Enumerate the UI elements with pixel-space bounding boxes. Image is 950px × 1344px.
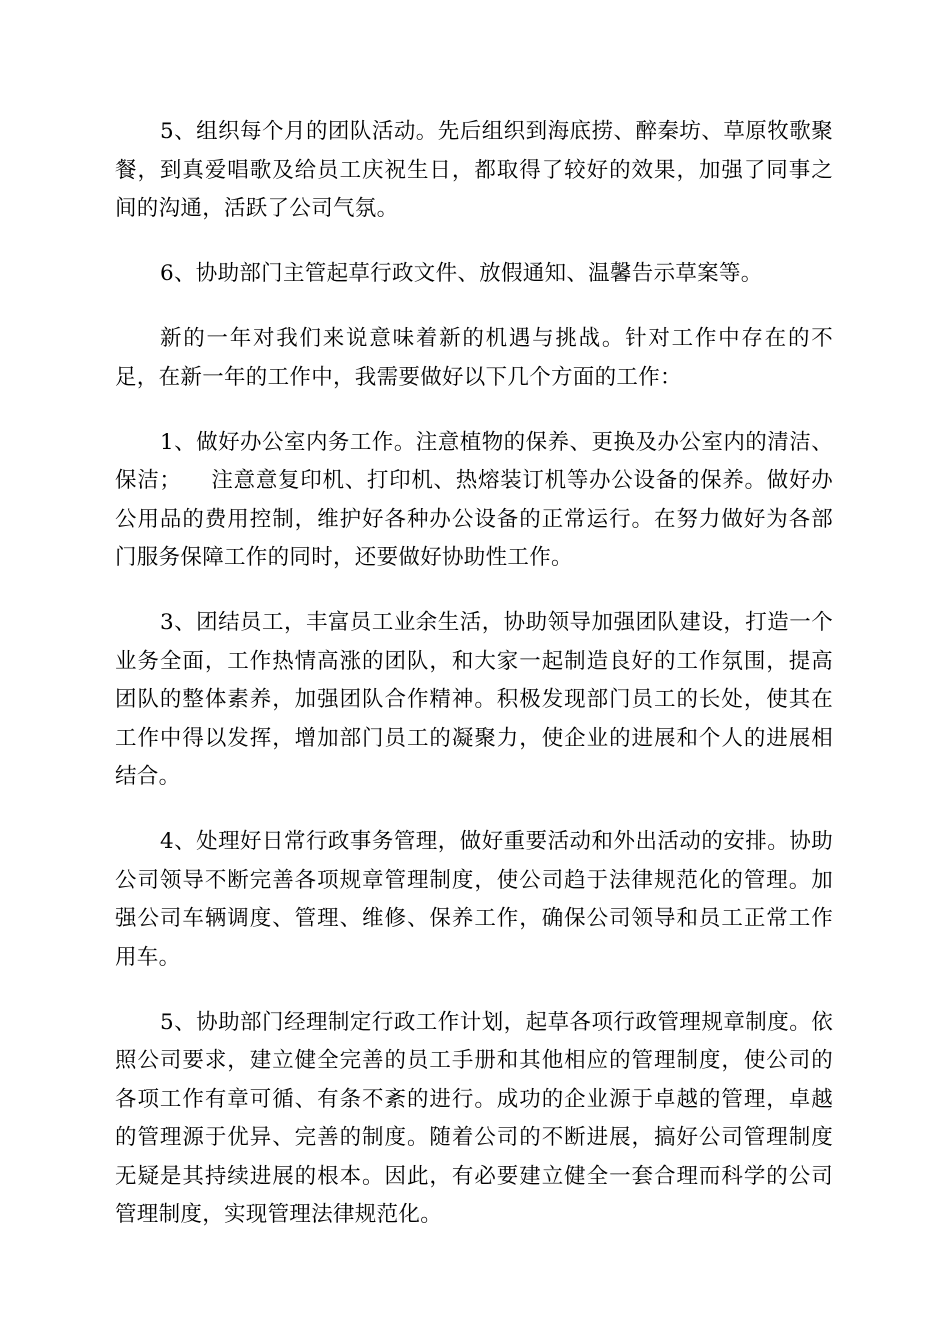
paragraph-activities: 5、组织每个月的团队活动。先后组织到海底捞、醉秦坊、草原牧歌聚餐，到真爱唱歌及给员工庆祝生日，都取得了较好的效果，加强了同事之间的沟通，活跃了公司气氛。 [115,119,833,221]
paragraph-office-affairs: 1、做好办公室内务工作。注意植物的保养、更换及办公室内的清洁、保洁； 注意意复印机、打印机、热熔装订机等办公设备的保养。做好办公用品的费用控制，维护好各种办公设备的正常运行。在努力做好为各部门服务保障工作的同时，还要做好协助性工作。 [115,429,833,570]
document-page [115,113,833,1261]
paragraph-new-year: 新的一年对我们来说意味着新的机遇与挑战。针对工作中存在的不足，在新一年的工作中，我需要做好以下几个方面的工作： [115,326,833,390]
paragraph-daily-admin: 4、处理好日常行政事务管理，做好重要活动和外出活动的安排。协助公司领导不断完善各项规章管理制度，使公司趋于法律规范化的管理。加强公司车辆调度、管理、维修、保养工作，确保公司领导和员工正常工作用车。 [115,829,833,970]
paragraph-team-building: 3、团结员工，丰富员工业余生活，协助领导加强团队建设，打造一个业务全面，工作热情高涨的团队，和大家一起制造良好的工作氛围，提高团队的整体素养，加强团队合作精神。积极发现部门员工的长处，使其在工作中得以发挥，增加部门员工的凝聚力，使企业的进展和个人的进展相结合。 [115,610,833,789]
paragraph-drafting: 6、协助部门主管起草行政文件、放假通知、温馨告示草案等。 [160,261,763,286]
paragraph-planning: 5、协助部门经理制定行政工作计划，起草各项行政管理规章制度。依照公司要求，建立健全完善的员工手册和其他相应的管理制度，使公司的各项工作有章可循、有条不紊的进行。成功的企业源于卓越的管理，卓越的管理源于优异、完善的制度。随着公司的不断进展，搞好公司管理制度无疑是其持续进展的根本。因此，有必要建立健全一套合理而科学的公司管理制度，实现管理法律规范化。 [115,1009,833,1227]
